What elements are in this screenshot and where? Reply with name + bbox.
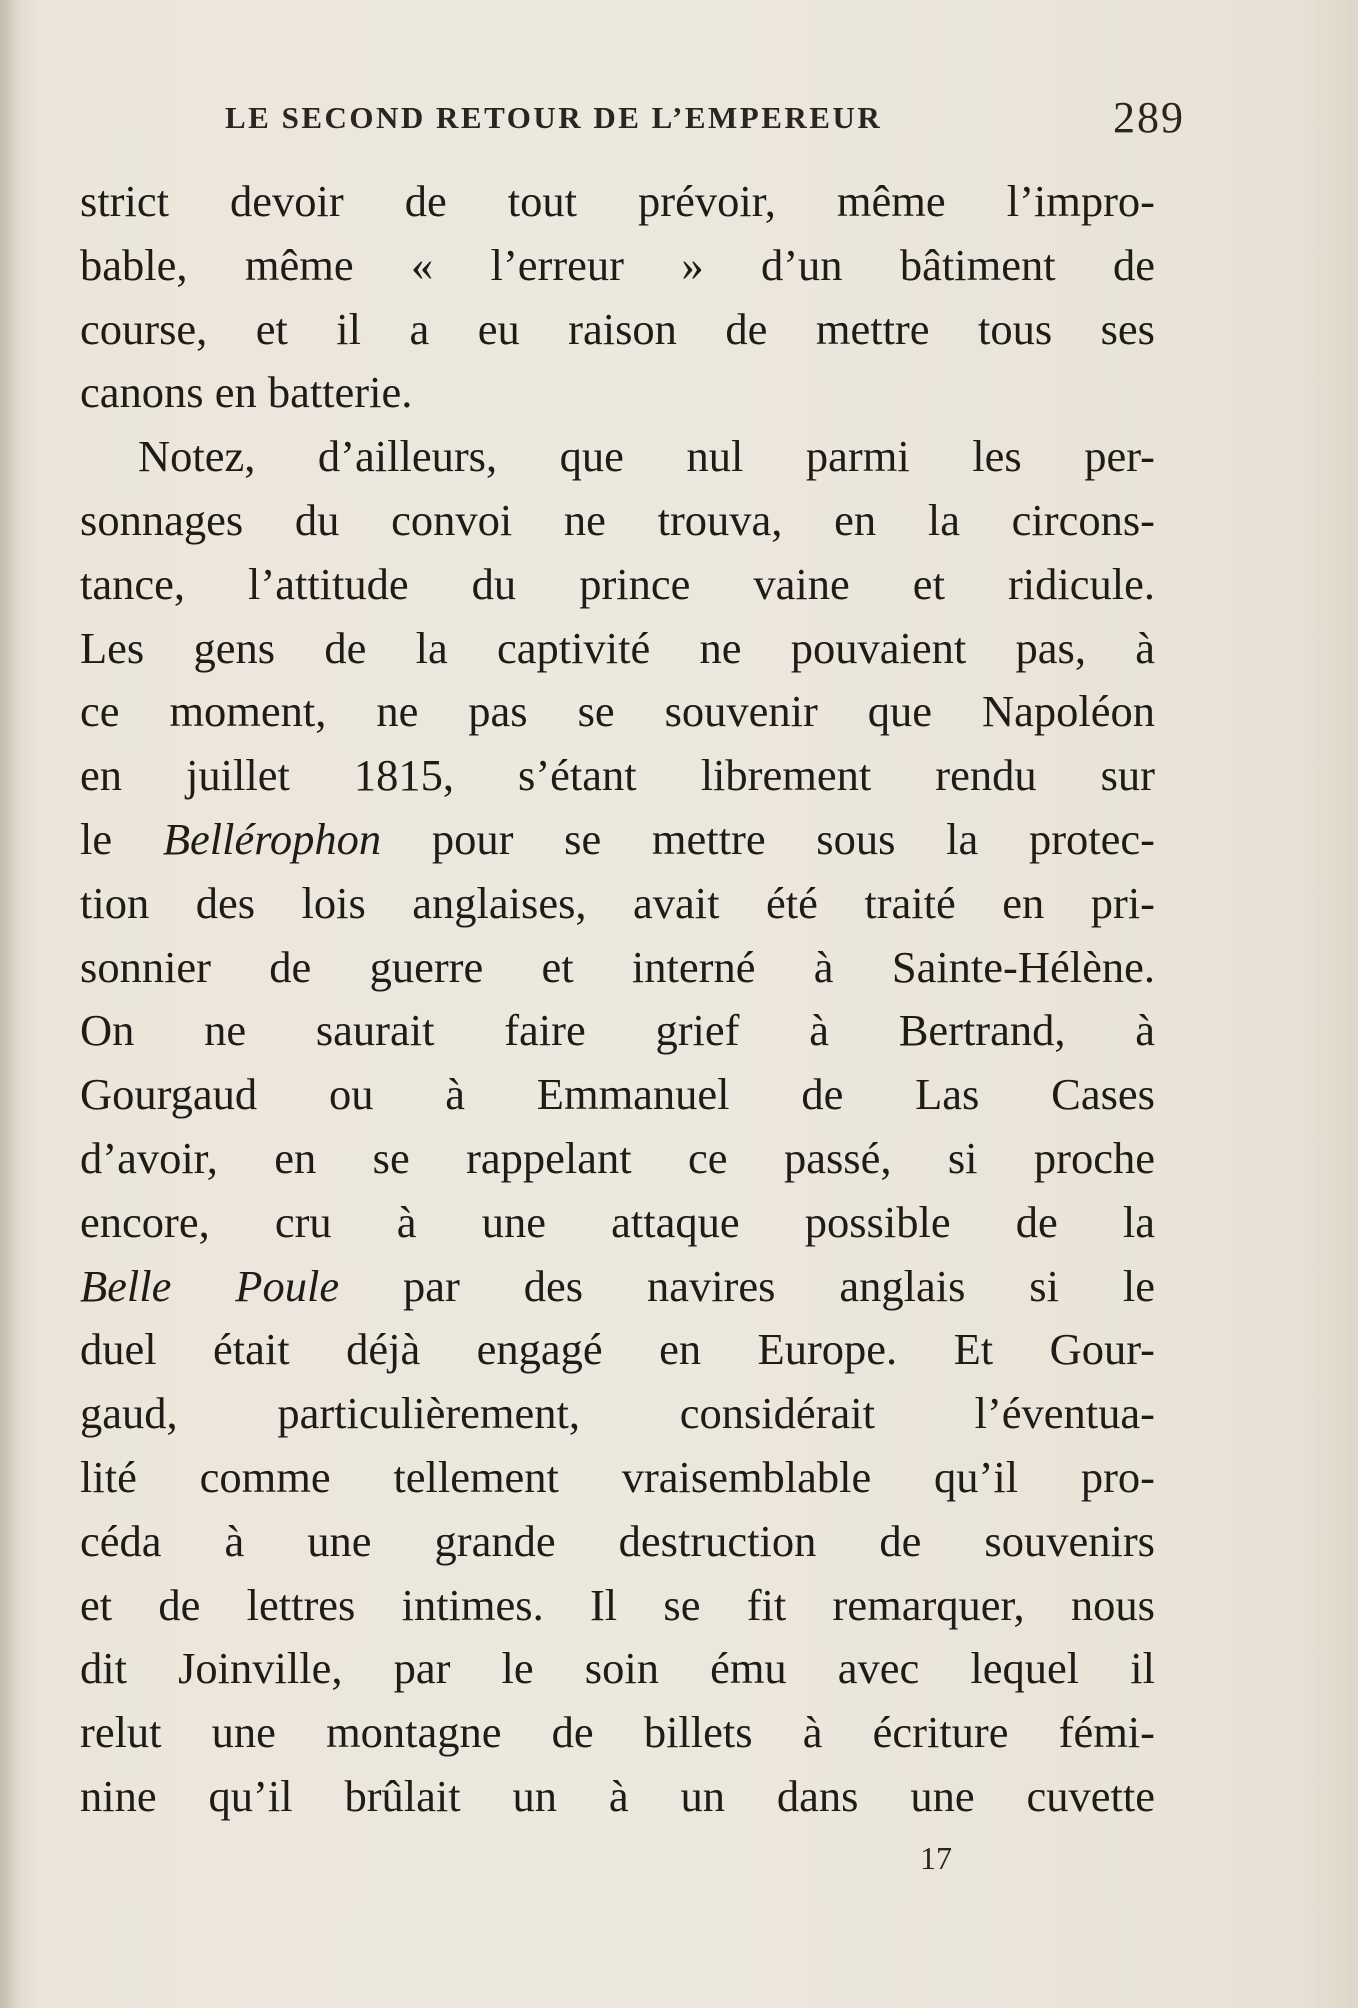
- text-line: bable, même « l’erreur » d’un bâtiment de: [80, 239, 1155, 290]
- text-line: Notez, d’ailleurs, que nul parmi les per-: [138, 431, 1155, 482]
- text-line: Les gens de la captivité ne pouvaient pas, à: [80, 622, 1155, 673]
- text-line: canons en batterie.: [80, 367, 413, 418]
- text-line: dit Joinville, par le soin ému avec lequel il: [80, 1643, 1155, 1694]
- ship-name-italic: Belle Poule: [80, 1260, 340, 1311]
- text-run: le: [80, 813, 163, 864]
- text-line: nine qu’il brûlait un à un dans une cuvette: [80, 1770, 1155, 1821]
- ship-name-italic: Bellérophon: [162, 813, 382, 864]
- text-line: céda à une grande destruction de souvenirs: [80, 1515, 1155, 1566]
- page-number: 289: [1113, 93, 1185, 142]
- text-line: course, et il a eu raison de mettre tous ses: [80, 303, 1155, 354]
- text-line: On ne saurait faire grief à Bertrand, à: [80, 1005, 1155, 1056]
- text-run: pour se mettre sous la protec-: [381, 813, 1155, 864]
- text-line: gaud, particulièrement, considérait l’éventua-: [80, 1388, 1155, 1439]
- text-line: tance, l’attitude du prince vaine et ridicule.: [80, 558, 1155, 609]
- binding-shadow: [0, 0, 22, 2008]
- text-line: relut une montagne de billets à écriture fémi-: [80, 1707, 1155, 1758]
- text-line: encore, cru à une attaque possible de la: [80, 1196, 1155, 1247]
- text-line: ce moment, ne pas se souvenir que Napoléon: [80, 686, 1155, 737]
- text-line: strict devoir de tout prévoir, même l’impro-: [80, 176, 1155, 226]
- text-run: par des navires anglais si le: [339, 1260, 1155, 1311]
- text-line: duel était déjà engagé en Europe. Et Gour-: [80, 1324, 1155, 1375]
- text-line: Gourgaud ou à Emmanuel de Las Cases: [80, 1069, 1155, 1120]
- signature-mark: 17: [920, 1840, 952, 1876]
- running-head: [225, 92, 1185, 142]
- text-line: tion des lois anglaises, avait été traité en pri-: [80, 877, 1155, 928]
- text-line: en juillet 1815, s’étant librement rendu sur: [80, 750, 1155, 801]
- text-line: et de lettres intimes. Il se fit remarquer, nous: [80, 1579, 1155, 1630]
- text-line: sonnages du convoi ne trouva, en la circons-: [80, 494, 1155, 545]
- text-line: d’avoir, en se rappelant ce passé, si proche: [80, 1132, 1155, 1183]
- text-line: [80, 808, 1155, 872]
- text-line: [80, 1255, 1155, 1319]
- running-title: LE SECOND RETOUR DE L’EMPEREUR: [225, 100, 883, 135]
- text-line: lité comme tellement vraisemblable qu’il pro-: [80, 1451, 1155, 1502]
- text-line: sonnier de guerre et interné à Sainte-Hélène.: [80, 941, 1155, 992]
- body-text: [80, 170, 1155, 1821]
